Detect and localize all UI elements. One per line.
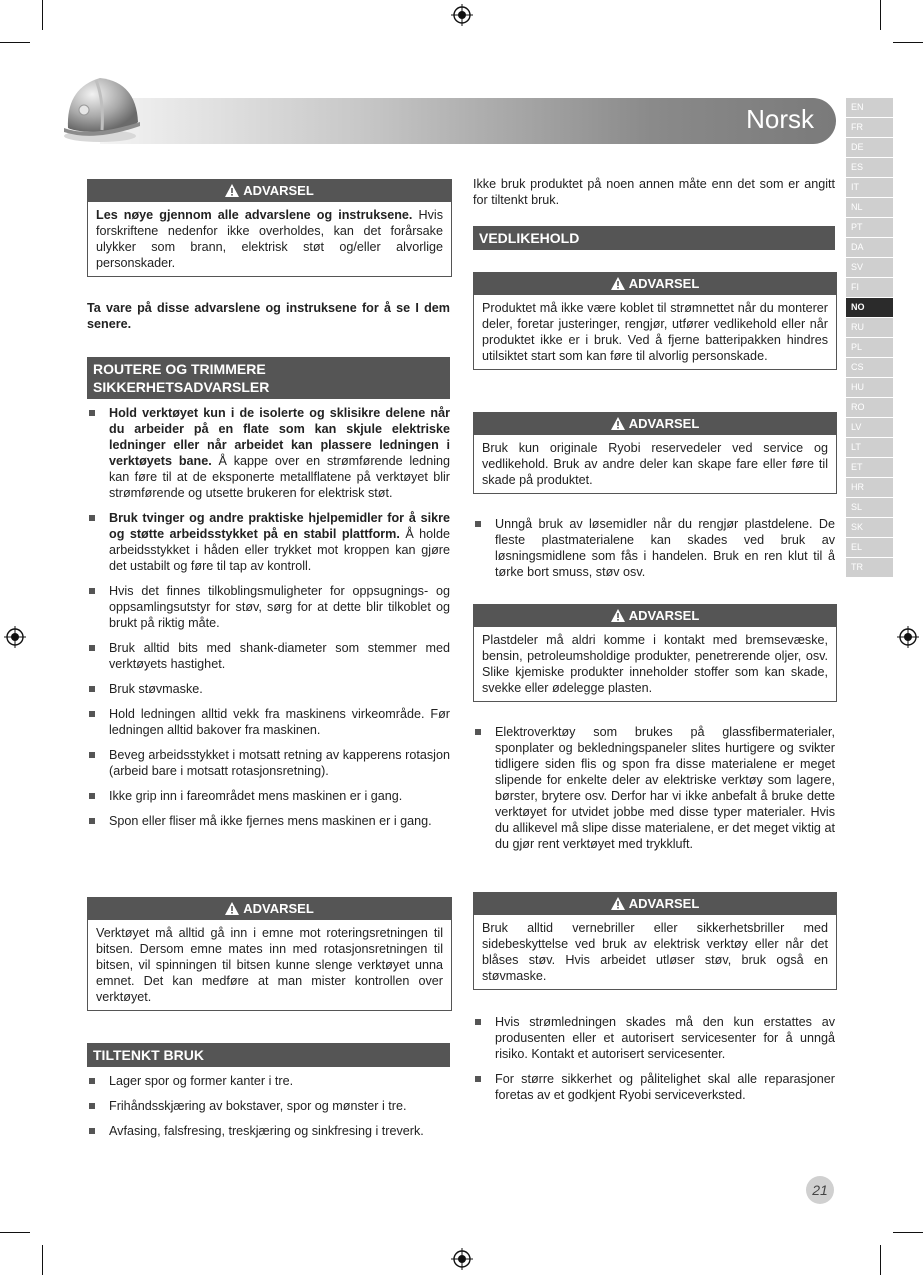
language-tab-fr: FR <box>846 118 893 137</box>
list-item-text: Spon eller fliser må ikke fjernes mens maskinen er i gang. <box>109 814 432 828</box>
section-heading: TILTENKT BRUK <box>87 1043 450 1067</box>
warning-triangle-icon <box>225 902 239 915</box>
warning-body: Plastdeler må aldri komme i kontakt med bremsevæske, bensin, petroleumsholdige produkter, penetrerende oljer, osv. Slike kjemiske produkter inneholder stoffer som kan skade, svekke eller ødelegge plasten. <box>482 633 828 695</box>
list-item <box>87 706 450 738</box>
list-item: Elektroverktøy som brukes på glassfibermaterialer, sponplater og bekledningspaneler slites hurtigere og svikter tidligere siden flis og spon fra disse materialene er meget slipende for enkelte deler av elektriske verktøy som lagere, børster, brytere osv. Derfor har vi ikke anbefalt å bruke dette verktøyet for utvidet jobbe med disse typer materialer. Hvis du allikevel må slipe disse materialene, er det meget viktig at du gjør rent verktøyet med trykkluft. <box>473 724 835 852</box>
list-item: Avfasing, falsfresing, treskjæring og sinkfresing i treverk. <box>87 1123 450 1139</box>
warning-body: Verktøyet må alltid gå inn i emne mot roteringsretningen til bitsen. Dersom emne mates inn med rotasjonsretningen til bitsen, vil spinningen til bitsen kunne slenge verktøyet unna emnet. Det kan medføre at man mister kontrollen over verktøyet. <box>96 926 443 1004</box>
language-tab-lt: LT <box>846 438 893 457</box>
language-tab-el: EL <box>846 538 893 557</box>
language-tab-sv: SV <box>846 258 893 277</box>
section-heading-line: SIKKERHETSADVARSLER <box>93 379 270 395</box>
warning-box <box>473 892 837 990</box>
language-tab-ru: RU <box>846 318 893 337</box>
warning-header <box>474 273 836 295</box>
header-band <box>100 98 836 144</box>
language-tab-et: ET <box>846 458 893 477</box>
keep-instructions-notice: Ta vare på disse advarslene og instruksene for å se I dem senere. <box>87 301 450 331</box>
list-item <box>87 681 450 697</box>
language-tab-fi: FI <box>846 278 893 297</box>
safety-helmet-icon <box>60 70 142 146</box>
warning-header <box>474 413 836 435</box>
list-item-text: Hold ledningen alltid vekk fra maskinens virkeområde. Før ledningen alltid bakover fra maskinen. <box>109 707 450 737</box>
registration-mark-icon <box>451 4 473 26</box>
list-item-text: Beveg arbeidsstykket i motsatt retning av kapperens rotasjon (arbeid bare i motsatt rotasjonsretning). <box>109 748 450 778</box>
list-item <box>87 583 450 631</box>
language-tab-en: EN <box>846 98 893 117</box>
warning-title: ADVARSEL <box>243 183 314 198</box>
language-tab-hu: HU <box>846 378 893 397</box>
crop-mark <box>880 1245 881 1275</box>
language-tabs <box>846 98 893 578</box>
list-item <box>87 813 450 829</box>
crop-mark <box>42 1245 43 1275</box>
page-number: 21 <box>806 1176 834 1204</box>
language-tab-it: IT <box>846 178 893 197</box>
list-item-text: Bruk støvmaske. <box>109 682 203 696</box>
warning-body <box>88 202 451 276</box>
list-item: Lager spor og former kanter i tre. <box>87 1073 450 1089</box>
language-tab-da: DA <box>846 238 893 257</box>
warning-triangle-icon <box>611 609 625 622</box>
warning-triangle-icon <box>611 417 625 430</box>
crop-mark <box>0 42 30 43</box>
list-item-text: Hvis det finnes tilkoblingsmuligheter for oppsugnings- og oppsamlingsutstyr for støv, sørg for at dette blir tilkoblet og brukt på riktig måte. <box>109 584 450 630</box>
intended-use-note: Ikke bruk produktet på noen annen måte enn det som er angitt for tiltenkt bruk. <box>473 177 835 207</box>
crop-mark <box>893 42 923 43</box>
warning-header <box>474 605 836 627</box>
language-tab-tr: TR <box>846 558 893 577</box>
list-item <box>87 405 450 501</box>
warning-title: ADVARSEL <box>243 901 314 916</box>
warning-header <box>88 180 451 202</box>
warning-box <box>87 179 452 277</box>
list-item-text: Bruk alltid bits med shank-diameter som stemmer med verktøyets hastighet. <box>109 641 450 671</box>
warning-title: ADVARSEL <box>628 608 700 623</box>
language-tab-lv: LV <box>846 418 893 437</box>
language-tab-de: DE <box>846 138 893 157</box>
list-item-text: Ikke grip inn i fareområdet mens maskinen er i gang. <box>109 789 403 803</box>
list-item <box>87 510 450 574</box>
list-item: For større sikkerhet og pålitelighet skal alle reparasjoner foretas av et godkjent Ryobi serviceverksted. <box>473 1071 835 1103</box>
list-item-bold: Hold verktøyet kun i de isolerte og sklisikre delene når du arbeider på en flate som kan skjule elektriske ledninger eller når arbeidet kan plassere ledningen i verktøyets bane. <box>109 406 450 468</box>
list-item <box>87 640 450 672</box>
section-heading: VEDLIKEHOLD <box>473 226 835 250</box>
language-tab-no: NO <box>846 298 893 317</box>
crop-mark <box>893 1232 923 1233</box>
language-tab-sl: SL <box>846 498 893 517</box>
warning-box <box>473 604 837 702</box>
registration-mark-icon <box>451 1248 473 1270</box>
language-tab-ro: RO <box>846 398 893 417</box>
maintenance-bullet-list <box>473 516 835 589</box>
maintenance-bullet-list <box>473 724 835 861</box>
list-item-bold: Bruk tvinger og andre praktiske hjelpemidler for å sikre og støtte arbeidsstykket på en stabil plattform. <box>109 511 450 541</box>
warning-body: Bruk alltid vernebriller eller sikkerhetsbriller med sidebeskyttelse ved bruk av elektrisk verktøy eller når det blåses støv. Hvis arbeidet utløser støv, bruk også en støvmaske. <box>482 921 828 983</box>
warning-header <box>88 898 451 920</box>
crop-mark <box>0 1232 30 1233</box>
list-item: Unngå bruk av løsemidler når du rengjør plastdelene. De fleste plastmaterialene kan skades ved bruk av løsningsmidlene som fås i handelen. Bruk en ren klut til å tørke bort smuss, støv osv. <box>473 516 835 580</box>
warning-bold-text: Les nøye gjennom alle advarslene og instruksene. <box>96 208 413 222</box>
registration-mark-icon <box>897 626 919 648</box>
language-tab-cs: CS <box>846 358 893 377</box>
warning-title: ADVARSEL <box>628 276 700 291</box>
list-item: Frihåndsskjæring av bokstaver, spor og mønster i tre. <box>87 1098 450 1114</box>
warning-text: Hvis forskriftene nedenfor ikke overholdes, kan det forårsake ulykker som brann, elektrisk støt og/eller alvorlige personskader. <box>96 208 443 270</box>
warning-box <box>473 412 837 494</box>
registration-mark-icon <box>4 626 26 648</box>
language-tab-hr: HR <box>846 478 893 497</box>
language-tab-pl: PL <box>846 338 893 357</box>
warning-body: Bruk kun originale Ryobi reservedeler ved service og vedlikehold. Bruk av andre deler kan skape fare eller føre til skade på produktet. <box>482 441 828 487</box>
crop-mark <box>880 0 881 30</box>
list-item <box>87 747 450 779</box>
warning-body: Produktet må ikke være koblet til strømnettet når du monterer deler, foretar justeringer, rengjør, utfører vedlikehold eller når produktet ikke er i bruk. Ved å fjerne batteripakken hindres utilsiktet start som kan føre til alvorlig personskade. <box>482 301 828 363</box>
warning-triangle-icon <box>225 184 239 197</box>
warning-triangle-icon <box>611 277 625 290</box>
language-tab-pt: PT <box>846 218 893 237</box>
page-title: Norsk <box>746 104 814 134</box>
safety-bullet-list <box>87 405 450 838</box>
warning-title: ADVARSEL <box>628 896 700 911</box>
list-item-text: Å holde arbeidsstykket i håden eller trykket mot kroppen kan gjøre det ustabilt og føre til tap av kontroll. <box>109 527 450 573</box>
language-tab-sk: SK <box>846 518 893 537</box>
language-tab-nl: NL <box>846 198 893 217</box>
crop-mark <box>42 0 43 30</box>
warning-box <box>473 272 837 370</box>
list-item: Hvis strømledningen skades må den kun erstattes av produsenten eller et autorisert servicesenter for å unngå risiko. Kontakt et autorisert servicesenter. <box>473 1014 835 1062</box>
language-tab-es: ES <box>846 158 893 177</box>
intended-use-list <box>87 1073 450 1148</box>
warning-box <box>87 897 452 1011</box>
list-item <box>87 788 450 804</box>
warning-triangle-icon <box>611 897 625 910</box>
section-heading <box>87 357 450 399</box>
section-heading-line: ROUTERE OG TRIMMERE <box>93 361 266 377</box>
repair-bullet-list <box>473 1014 835 1112</box>
list-item-text: Å kappe over en strømførende ledning kan føre til at de eksponerte metallflatene på verktøyet blir strømførende og utsette brukeren for elektrisk støt. <box>109 454 450 500</box>
warning-header <box>474 893 836 915</box>
warning-title: ADVARSEL <box>628 416 700 431</box>
